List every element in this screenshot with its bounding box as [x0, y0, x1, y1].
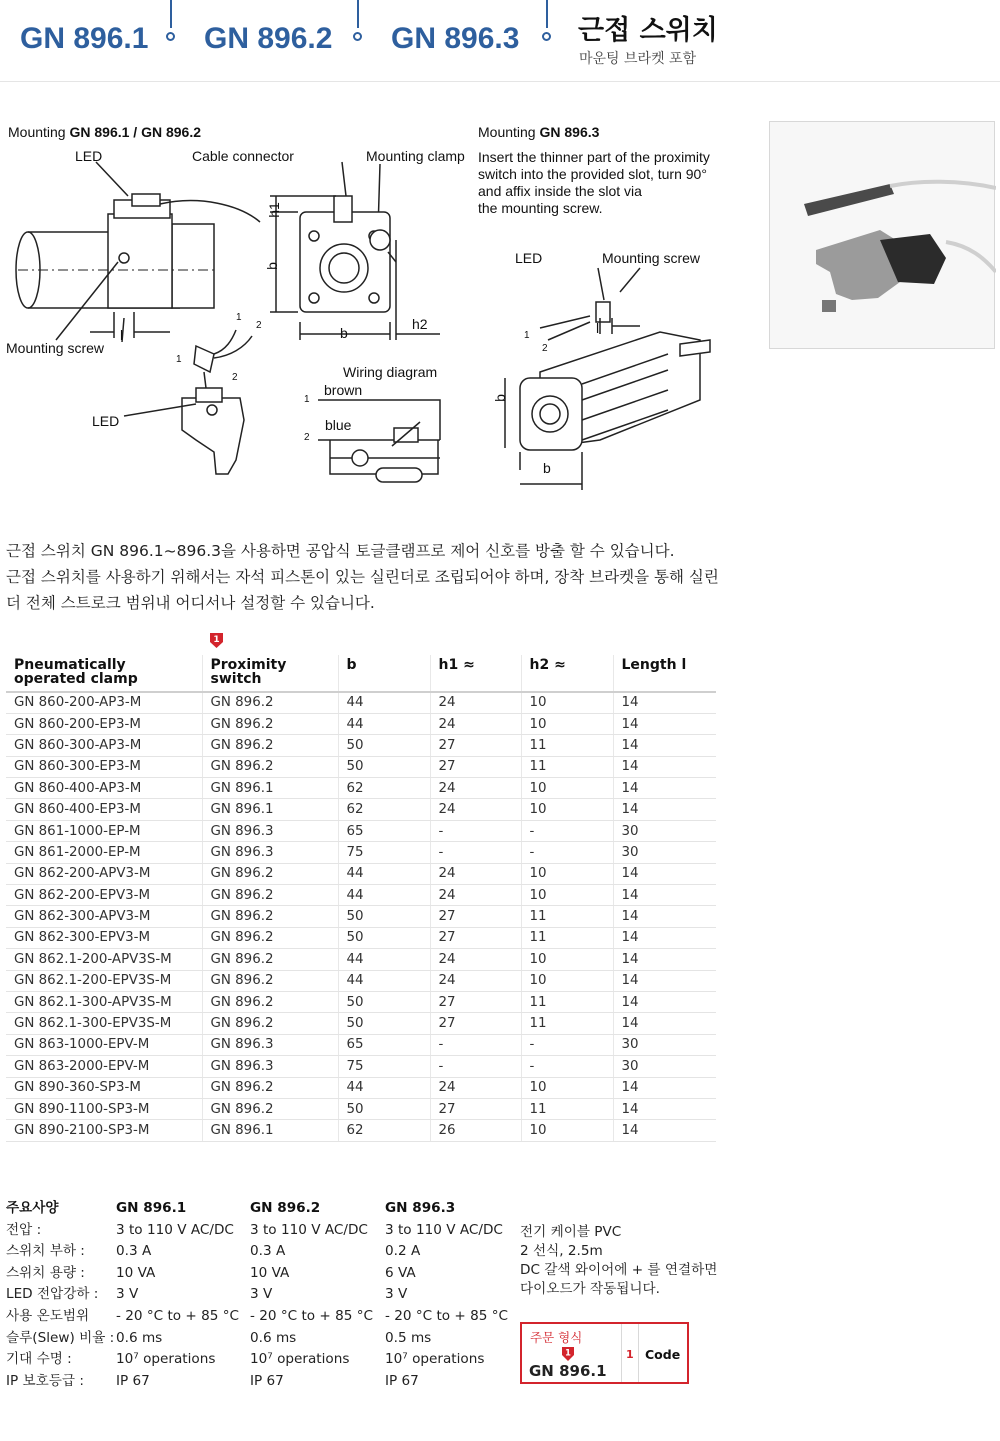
table-cell: GN 890-360-SP3-M: [6, 1077, 202, 1098]
instruction-line: and affix inside the slot via: [478, 183, 642, 199]
table-cell: 14: [613, 799, 716, 820]
table-row: [6, 735, 716, 756]
table-cell: 44: [338, 1077, 430, 1098]
pin-1-label: 1: [304, 394, 310, 405]
table-cell: 30: [613, 820, 716, 841]
table-cell: 11: [521, 1013, 613, 1034]
dim-l-label: l: [596, 320, 600, 336]
spec-column-title: GN 896.3: [385, 1200, 456, 1216]
table-cell: 11: [521, 756, 613, 777]
separator-dot: [166, 32, 175, 41]
table-cell: 44: [338, 970, 430, 991]
compatibility-table: [6, 655, 716, 1142]
table-cell: 10: [521, 692, 613, 713]
spec-value: 3 V: [116, 1286, 139, 1303]
pin-2-label: 2: [232, 372, 238, 383]
table-cell: 24: [430, 778, 521, 799]
table-cell: GN 896.3: [202, 842, 338, 863]
table-row: [6, 1098, 716, 1119]
pin-1-label: 1: [176, 354, 182, 365]
divider: [621, 1324, 622, 1382]
cable-note: [520, 1223, 717, 1299]
table-cell: 27: [430, 756, 521, 777]
spec-value: 10⁷ operations: [385, 1351, 485, 1368]
separator-dot: [353, 32, 362, 41]
table-cell: 14: [613, 692, 716, 713]
mounting-screw-label: Mounting screw: [6, 340, 105, 356]
table-row: [6, 713, 716, 734]
table-cell: 30: [613, 842, 716, 863]
spec-value: IP 67: [250, 1372, 284, 1389]
spec-column-title: GN 896.2: [250, 1200, 321, 1216]
table-cell: 27: [430, 735, 521, 756]
table-cell: GN 896.2: [202, 863, 338, 884]
description-line: 더 전체 스트로크 범위내 어디서나 설정할 수 있습니다.: [6, 594, 375, 612]
table-row: [6, 885, 716, 906]
table-cell: 50: [338, 1013, 430, 1034]
table-cell: -: [430, 1056, 521, 1077]
table-cell: GN 896.2: [202, 991, 338, 1012]
table-row: [6, 1120, 716, 1141]
table-cell: 27: [430, 1013, 521, 1034]
table-cell: 44: [338, 692, 430, 713]
table-cell: 11: [521, 991, 613, 1012]
table-cell: GN 863-1000-EPV-M: [6, 1034, 202, 1055]
spec-value: 0.5 ms: [385, 1329, 432, 1346]
pin-2-label: 2: [542, 343, 548, 354]
table-cell: 27: [430, 991, 521, 1012]
table-cell: 11: [521, 1098, 613, 1119]
mounting-title-right: Mounting GN 896.3: [478, 124, 600, 140]
table-cell: 24: [430, 949, 521, 970]
spec-labels: [6, 1198, 114, 1392]
table-cell: -: [430, 1034, 521, 1055]
mounting-screw-label: Mounting screw: [602, 250, 701, 266]
table-cell: GN 862.1-200-EPV3S-M: [6, 970, 202, 991]
table-cell: 14: [613, 970, 716, 991]
spec-value: 3 V: [385, 1286, 408, 1303]
table-row: [6, 949, 716, 970]
spec-value: 0.6 ms: [116, 1329, 163, 1346]
table-cell: 14: [613, 927, 716, 948]
order-code: GN 896.1: [529, 1362, 607, 1380]
page-subtitle: 마운팅 브라켓 포함: [579, 51, 697, 67]
instruction-line: the mounting screw.: [478, 200, 603, 216]
table-cell: 50: [338, 735, 430, 756]
order-format-box: [520, 1322, 689, 1384]
table-cell: 24: [430, 692, 521, 713]
marker-number: 1: [565, 1348, 571, 1359]
table-cell: 10: [521, 799, 613, 820]
table-cell: 11: [521, 735, 613, 756]
table-cell: GN 862-200-APV3-M: [6, 863, 202, 884]
table-cell: GN 896.3: [202, 1034, 338, 1055]
table-cell: 44: [338, 949, 430, 970]
table-cell: GN 860-400-EP3-M: [6, 799, 202, 820]
table-cell: 14: [613, 1077, 716, 1098]
dim-h1-label: h1: [265, 202, 282, 218]
page-title: 근접 스위치: [578, 15, 718, 46]
order-column-label: Code: [645, 1347, 681, 1362]
table-cell: GN 896.3: [202, 820, 338, 841]
table-cell: 62: [338, 799, 430, 820]
pin-1-label: 1: [236, 312, 242, 323]
spec-value: - 20 °C to + 85 °C: [116, 1307, 240, 1324]
table-cell: -: [521, 1034, 613, 1055]
table-cell: 50: [338, 906, 430, 927]
table-cell: 27: [430, 1098, 521, 1119]
order-column-number: 1: [626, 1348, 634, 1361]
marker-number: 1: [213, 635, 220, 645]
table-cell: 10: [521, 970, 613, 991]
led-label: LED: [92, 413, 120, 429]
table-cell: 14: [613, 885, 716, 906]
spec-value: 3 to 110 V AC/DC: [385, 1221, 503, 1238]
table-cell: 10: [521, 1120, 613, 1141]
table-cell: GN 860-400-AP3-M: [6, 778, 202, 799]
spec-column-gn896-2: [250, 1198, 373, 1392]
page-header: [0, 0, 1000, 82]
marker-1-icon: [210, 633, 223, 648]
spec-heading: 주요사양: [6, 1200, 59, 1216]
table-row: [6, 820, 716, 841]
col-header-clamp: Pneumatically operated clamp: [6, 655, 202, 692]
table-cell: 30: [613, 1034, 716, 1055]
spec-value: 0.6 ms: [250, 1329, 297, 1346]
table-cell: GN 863-2000-EPV-M: [6, 1056, 202, 1077]
col-header-proximity-switch: Proximity switch: [202, 655, 338, 692]
description-line: 근접 스위치 GN 896.1~896.3을 사용하면 공압식 토글클램프로 제어 신호를 방출 할 수 있습니다.: [6, 542, 675, 560]
note-line: DC 갈색 와이어에 + 를 연결하면: [520, 1262, 718, 1278]
dim-b-label: b: [340, 325, 348, 341]
spec-label: LED 전압강하 :: [6, 1286, 99, 1303]
table-cell: GN 896.2: [202, 1013, 338, 1034]
table-cell: 24: [430, 713, 521, 734]
table-cell: GN 860-300-AP3-M: [6, 735, 202, 756]
table-cell: GN 862.1-300-APV3S-M: [6, 991, 202, 1012]
separator: [546, 0, 548, 28]
separator-dot: [542, 32, 551, 41]
note-line: 전기 케이블 PVC: [520, 1224, 622, 1240]
pin-2-label: 2: [256, 320, 262, 331]
product-photo: [769, 121, 995, 349]
dim-b-label: b: [263, 262, 280, 270]
spec-label: 슬루(Slew) 비율 :: [6, 1329, 115, 1346]
led-label: LED: [515, 250, 543, 266]
table-cell: 10: [521, 713, 613, 734]
table-cell: GN 896.2: [202, 906, 338, 927]
table-cell: 50: [338, 756, 430, 777]
col-header-length: Length l: [613, 655, 716, 692]
table-cell: 44: [338, 713, 430, 734]
table-cell: GN 890-1100-SP3-M: [6, 1098, 202, 1119]
table-cell: -: [521, 820, 613, 841]
note-line: 다이오드가 작동됩니다.: [520, 1281, 660, 1297]
table-cell: 11: [521, 906, 613, 927]
table-row: [6, 778, 716, 799]
product-code-1: GN 896.1: [20, 22, 149, 55]
marker-1-icon: [562, 1347, 574, 1361]
table-cell: 14: [613, 1120, 716, 1141]
product-code-2: GN 896.2: [204, 22, 333, 55]
brown-wire-label: brown: [324, 382, 363, 398]
description: [6, 538, 726, 616]
mounting-clamp-label: Mounting clamp: [366, 148, 465, 164]
table-cell: 14: [613, 735, 716, 756]
table-cell: 10: [521, 863, 613, 884]
table-cell: GN 862-300-EPV3-M: [6, 927, 202, 948]
table-cell: 75: [338, 842, 430, 863]
table-cell: GN 890-2100-SP3-M: [6, 1120, 202, 1141]
table-row: [6, 970, 716, 991]
table-cell: 14: [613, 949, 716, 970]
product-code-3: GN 896.3: [391, 22, 520, 55]
table-cell: 10: [521, 885, 613, 906]
spec-value: 0.3 A: [116, 1243, 152, 1260]
table-cell: 27: [430, 906, 521, 927]
spec-value: 3 to 110 V AC/DC: [116, 1221, 234, 1238]
table-cell: GN 862.1-200-APV3S-M: [6, 949, 202, 970]
table-row: [6, 927, 716, 948]
table-cell: 14: [613, 713, 716, 734]
order-format-label: 주문 형식: [530, 1330, 583, 1345]
table-cell: GN 896.2: [202, 885, 338, 906]
spec-label: 사용 온도범위: [6, 1307, 90, 1324]
mounting-title-left: Mounting GN 896.1 / GN 896.2: [8, 124, 202, 140]
table-cell: GN 896.1: [202, 799, 338, 820]
table-cell: 11: [521, 927, 613, 948]
table-row: [6, 1056, 716, 1077]
spec-value: - 20 °C to + 85 °C: [385, 1307, 509, 1324]
pin-1-label: 1: [524, 330, 530, 341]
spec-value: 6 VA: [385, 1264, 416, 1281]
table-cell: 44: [338, 885, 430, 906]
table-cell: 24: [430, 970, 521, 991]
spec-column-gn896-1: [116, 1198, 239, 1392]
col-header-h1: h1 ≈: [430, 655, 521, 692]
dim-l-label: l: [120, 327, 124, 343]
led-label: LED: [75, 148, 103, 164]
table-cell: 14: [613, 778, 716, 799]
table-cell: 75: [338, 1056, 430, 1077]
dim-b-label: b: [491, 394, 508, 402]
table-cell: 10: [521, 949, 613, 970]
spec-value: - 20 °C to + 85 °C: [250, 1307, 374, 1324]
description-line: 근접 스위치를 사용하기 위해서는 자석 피스톤이 있는 실린더로 조립되어야 하며, 장착 브라켓을 통해 실린: [6, 568, 719, 586]
spec-label: 스위치 용량 :: [6, 1264, 85, 1281]
spec-label: IP 보호등급 :: [6, 1372, 84, 1389]
spec-value: 10⁷ operations: [250, 1351, 350, 1368]
spec-value: 10 VA: [116, 1264, 156, 1281]
spec-value: IP 67: [385, 1372, 419, 1389]
table-row: [6, 863, 716, 884]
table-cell: -: [521, 842, 613, 863]
table-cell: 14: [613, 863, 716, 884]
table-cell: GN 896.2: [202, 735, 338, 756]
spec-value: IP 67: [116, 1372, 150, 1389]
table-cell: GN 860-200-EP3-M: [6, 713, 202, 734]
table-cell: GN 896.3: [202, 1056, 338, 1077]
instruction-line: Insert the thinner part of the proximity: [478, 149, 710, 165]
table-cell: GN 896.2: [202, 713, 338, 734]
spec-value: 0.3 A: [250, 1243, 286, 1260]
separator: [170, 0, 172, 28]
table-cell: 14: [613, 756, 716, 777]
table-cell: 65: [338, 820, 430, 841]
table-cell: GN 860-200-AP3-M: [6, 692, 202, 713]
table-cell: GN 860-300-EP3-M: [6, 756, 202, 777]
spec-label: 전압 :: [6, 1221, 42, 1238]
table-cell: 50: [338, 991, 430, 1012]
table-cell: -: [430, 820, 521, 841]
separator: [357, 0, 359, 28]
table-cell: GN 862-200-EPV3-M: [6, 885, 202, 906]
table-cell: 24: [430, 799, 521, 820]
table-cell: 10: [521, 778, 613, 799]
table-cell: -: [521, 1056, 613, 1077]
table-cell: 24: [430, 863, 521, 884]
table-header-row: [6, 655, 716, 692]
table-row: [6, 1034, 716, 1055]
table-row: [6, 1077, 716, 1098]
spec-value: 10⁷ operations: [116, 1351, 216, 1368]
table-cell: 62: [338, 778, 430, 799]
table-cell: GN 861-2000-EP-M: [6, 842, 202, 863]
table-cell: 24: [430, 1077, 521, 1098]
table-cell: 62: [338, 1120, 430, 1141]
wiring-diagram-label: Wiring diagram: [343, 364, 438, 380]
table-cell: GN 896.1: [202, 1120, 338, 1141]
table-cell: 50: [338, 927, 430, 948]
note-line: 2 선식, 2.5m: [520, 1243, 603, 1259]
spec-value: 3 V: [250, 1286, 273, 1303]
spec-value: 10 VA: [250, 1264, 290, 1281]
col-header-h2: h2 ≈: [521, 655, 613, 692]
table-cell: GN 896.2: [202, 1077, 338, 1098]
table-cell: GN 896.1: [202, 778, 338, 799]
table-cell: GN 896.2: [202, 927, 338, 948]
table-row: [6, 756, 716, 777]
table-row: [6, 799, 716, 820]
table-cell: 50: [338, 1098, 430, 1119]
table-cell: GN 896.2: [202, 692, 338, 713]
table-cell: 26: [430, 1120, 521, 1141]
table-cell: 14: [613, 1098, 716, 1119]
table-cell: 14: [613, 1013, 716, 1034]
instruction-line: switch into the provided slot, turn 90°: [478, 166, 707, 182]
divider: [638, 1324, 639, 1382]
table-cell: 65: [338, 1034, 430, 1055]
table-cell: GN 896.2: [202, 970, 338, 991]
pin-2-label: 2: [304, 432, 310, 443]
spec-value: 0.2 A: [385, 1243, 421, 1260]
dim-b-label: b: [543, 460, 551, 476]
table-row: [6, 842, 716, 863]
table-cell: GN 896.2: [202, 1098, 338, 1119]
spec-value: 3 to 110 V AC/DC: [250, 1221, 368, 1238]
table-cell: 27: [430, 927, 521, 948]
table-cell: -: [430, 842, 521, 863]
table-cell: GN 862-300-APV3-M: [6, 906, 202, 927]
spec-column-gn896-3: [385, 1198, 508, 1392]
table-cell: 30: [613, 1056, 716, 1077]
table-cell: 14: [613, 991, 716, 1012]
table-row: [6, 692, 716, 713]
table-cell: GN 862.1-300-EPV3S-M: [6, 1013, 202, 1034]
dim-h2-label: h2: [412, 316, 428, 332]
blue-wire-label: blue: [325, 417, 352, 433]
spec-label: 스위치 부하 :: [6, 1243, 85, 1260]
table-row: [6, 1013, 716, 1034]
table-cell: 14: [613, 906, 716, 927]
table-row: [6, 906, 716, 927]
table-cell: GN 896.2: [202, 949, 338, 970]
table-cell: 10: [521, 1077, 613, 1098]
table-cell: 24: [430, 885, 521, 906]
spec-column-title: GN 896.1: [116, 1200, 187, 1216]
table-cell: GN 896.2: [202, 756, 338, 777]
col-header-b: b: [338, 655, 430, 692]
table-cell: GN 861-1000-EP-M: [6, 820, 202, 841]
table-row: [6, 991, 716, 1012]
table-cell: 44: [338, 863, 430, 884]
spec-label: 기대 수명 :: [6, 1351, 72, 1368]
cable-connector-label: Cable connector: [192, 148, 294, 164]
